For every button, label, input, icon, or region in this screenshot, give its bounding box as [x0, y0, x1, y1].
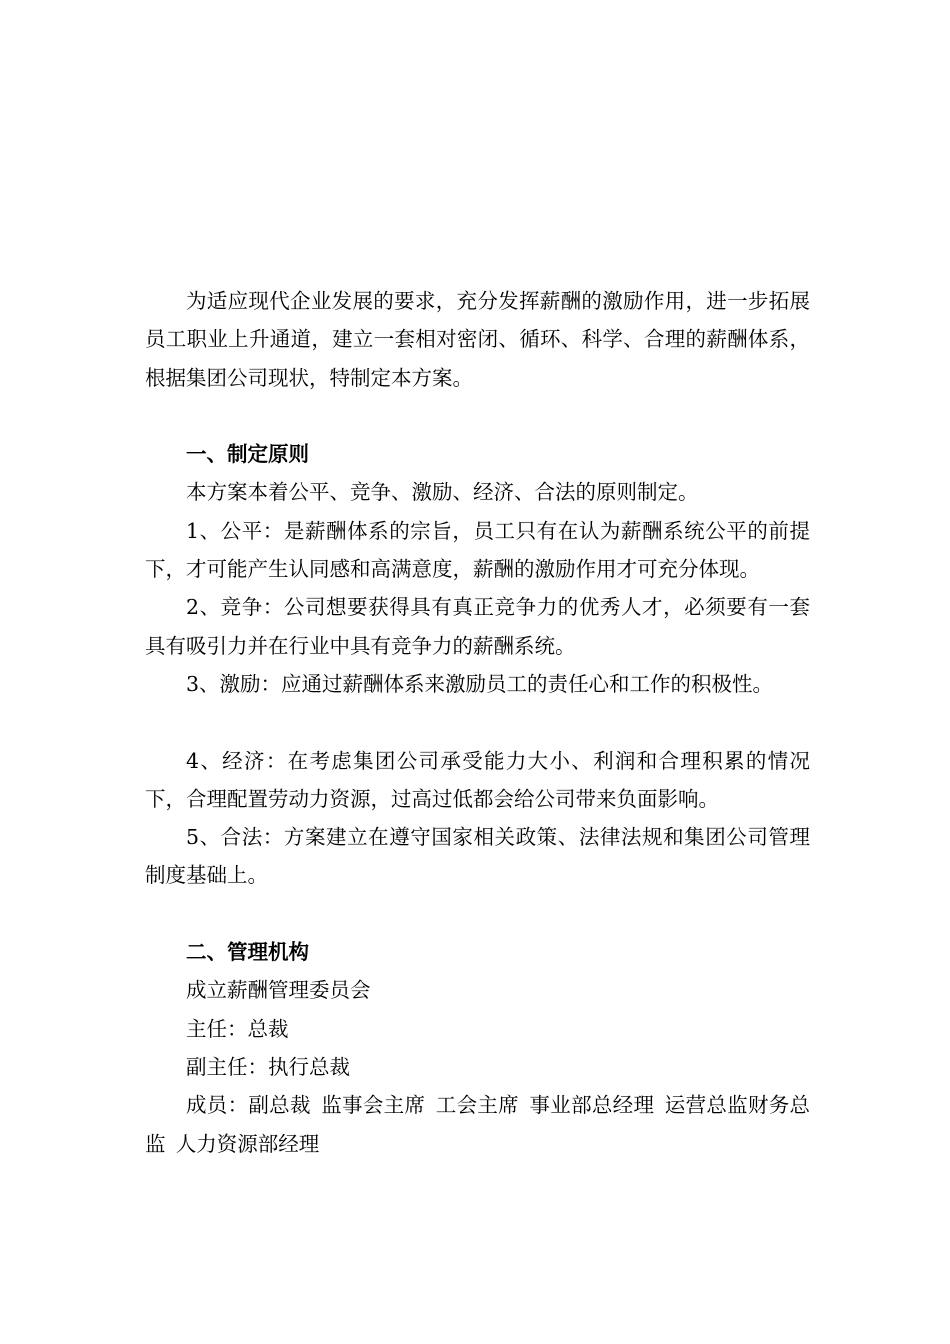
document-body: [145, 282, 810, 1163]
intro-paragraph: 为适应现代企业发展的要求，充分发挥薪酬的激励作用，进一步拓展员工职业上升通道，建立一套相对密闭、循环、科学、合理的薪酬体系，根据集团公司现状，特制定本方案。: [145, 289, 810, 390]
members-label: 成员：: [186, 1093, 249, 1118]
committee-lead: 成立薪酬管理委员会: [186, 978, 371, 1003]
principle-incentive: 3、激励：应通过薪酬体系来激励员工的责任心和工作的积极性。: [186, 671, 774, 696]
committee-deputy: 副主任：执行总裁: [186, 1054, 350, 1079]
blank-line: [145, 397, 810, 435]
blank-line: [145, 703, 810, 741]
section-heading-principles: 一、制定原则: [186, 442, 309, 467]
member-item: 监事会主席: [321, 1093, 426, 1118]
principles-lead: 本方案本着公平、竞争、激励、经济、合法的原则制定。: [186, 480, 699, 505]
principle-economy: 4、经济：在考虑集团公司承受能力大小、利润和合理积累的情况下，合理配置劳动力资源，过高过低都会给公司带来负面影响。: [145, 748, 810, 811]
blank-line: [145, 895, 810, 933]
section-heading-management: 二、管理机构: [186, 940, 309, 965]
committee-members: [145, 1086, 810, 1163]
principle-legality: 5、合法：方案建立在遵守国家相关政策、法律法规和集团公司管理制度基础上。: [145, 825, 810, 888]
member-item: 副总裁: [248, 1093, 311, 1118]
member-item: 事业部总经理: [529, 1093, 655, 1118]
principle-fairness: 1、公平：是薪酬体系的宗旨，员工只有在认为薪酬系统公平的前提下，才可能产生认同感和高满意度，薪酬的激励作用才可充分体现。: [145, 518, 810, 582]
member-item: 人力资源部经理: [175, 1131, 320, 1156]
member-item: 财务总监: [145, 1093, 811, 1156]
principle-competition: 2、竞争：公司想要获得具有真正竞争力的优秀人才，必须要有一套具有吸引力并在行业中具有竞争力的薪酬系统。: [145, 595, 810, 658]
member-item: 运营总监: [664, 1093, 748, 1118]
committee-director: 主任：总裁: [186, 1016, 289, 1041]
member-item: 工会主席: [435, 1093, 519, 1118]
